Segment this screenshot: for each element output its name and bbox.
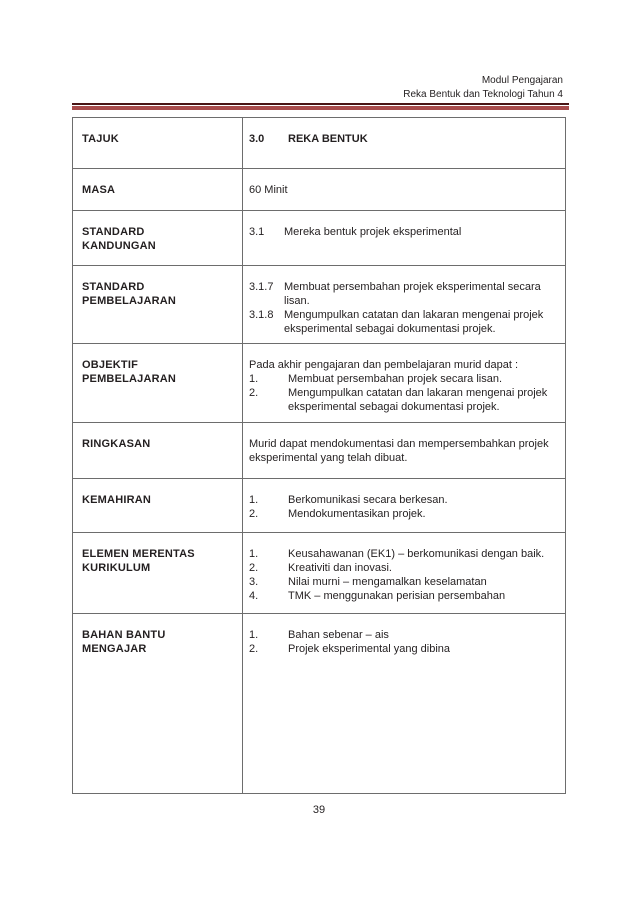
label-tajuk: TAJUK	[73, 118, 243, 169]
label-line: PEMBELAJARAN	[82, 295, 177, 307]
list-item	[249, 628, 559, 642]
masa-value: 60 Minit	[243, 169, 566, 211]
row-masa	[73, 169, 566, 211]
list-item	[249, 372, 559, 386]
label-line: KURIKULUM	[82, 562, 151, 574]
label-standard-pembelajaran	[73, 266, 243, 344]
row-tajuk	[73, 118, 566, 169]
label-line: KANDUNGAN	[82, 240, 156, 252]
item-text: Mengumpulkan catatan dan lakaran mengenai projek eksperimental sebagai dokumentasi projek.	[284, 309, 544, 335]
item-number: 3.	[249, 576, 259, 588]
header-rule-dark	[72, 103, 569, 105]
standard-kandungan-list	[249, 225, 559, 239]
label-line: STANDARD	[82, 226, 145, 238]
page-header	[403, 74, 563, 102]
list-item	[249, 642, 559, 656]
label-line: STANDARD	[82, 281, 145, 293]
list-item	[249, 547, 559, 561]
header-rule-light	[72, 106, 569, 110]
item-number: 1.	[249, 373, 259, 385]
row-kemahiran	[73, 479, 566, 533]
list-item	[249, 386, 559, 414]
label-line: BAHAN BANTU	[82, 629, 166, 641]
page-number: 39	[312, 804, 326, 816]
ringkasan-text: Murid dapat mendokumentasi dan mempersembahkan projek eksperimental yang telah dibuat.	[243, 423, 566, 479]
item-number: 3.1	[249, 226, 265, 238]
item-number: 3.1.8	[249, 309, 274, 321]
row-bahan-bantu-mengajar	[73, 614, 566, 794]
label-ringkasan: RINGKASAN	[73, 423, 243, 479]
item-text: TMK – menggunakan perisian persembahan	[288, 590, 506, 602]
row-ringkasan	[73, 423, 566, 479]
item-text: Kreativiti dan inovasi.	[288, 562, 392, 574]
label-line: MENGAJAR	[82, 643, 147, 655]
list-item	[249, 493, 559, 507]
label-line: ELEMEN MERENTAS	[82, 548, 195, 560]
bahan-list	[249, 628, 559, 656]
label-bahan-bantu-mengajar	[73, 614, 243, 794]
item-text: Mengumpulkan catatan dan lakaran mengenai projek eksperimental sebagai dokumentasi projek.	[288, 387, 548, 413]
item-number: 3.1.7	[249, 281, 274, 293]
list-item	[249, 589, 559, 603]
item-number: 2.	[249, 508, 259, 520]
item-number: 1.	[249, 494, 259, 506]
item-number: 2.	[249, 643, 259, 655]
header-module-title: Modul Pengajaran	[481, 75, 563, 86]
item-number: 2.	[249, 387, 259, 399]
lesson-plan-table	[72, 117, 566, 794]
item-number: 1.	[249, 548, 259, 560]
header-subject-title: Reka Bentuk dan Teknologi Tahun 4	[403, 89, 563, 100]
item-text: Nilai murni – mengamalkan keselamatan	[288, 576, 487, 588]
item-text: Mendokumentasikan projek.	[288, 508, 426, 520]
row-objektif	[73, 344, 566, 423]
item-text: Mereka bentuk projek eksperimental	[284, 226, 462, 238]
label-standard-kandungan	[73, 211, 243, 266]
row-standard-kandungan	[73, 211, 566, 266]
label-masa: MASA	[73, 169, 243, 211]
label-objektif	[73, 344, 243, 423]
label-line: PEMBELAJARAN	[82, 373, 177, 385]
item-text: Membuat persembahan projek eksperimental secara lisan.	[284, 281, 541, 307]
item-text: Berkomunikasi secara berkesan.	[288, 494, 448, 506]
label-line: OBJEKTIF	[82, 359, 138, 371]
elemen-list	[249, 547, 559, 603]
list-item	[249, 575, 559, 589]
item-number: 2.	[249, 562, 259, 574]
topic-text: REKA BENTUK	[288, 133, 368, 145]
row-standard-pembelajaran	[73, 266, 566, 344]
list-item	[249, 225, 559, 239]
objektif-intro: Pada akhir pengajaran dan pembelajaran murid dapat :	[249, 359, 519, 371]
label-elemen-merentas-kurikulum	[73, 533, 243, 614]
label-kemahiran: KEMAHIRAN	[73, 479, 243, 533]
item-text: Keusahawanan (EK1) – berkomunikasi dengan baik.	[288, 548, 545, 560]
item-number: 1.	[249, 629, 259, 641]
item-text: Projek eksperimental yang dibina	[288, 643, 451, 655]
item-text: Membuat persembahan projek secara lisan.	[288, 373, 503, 385]
topic-title	[249, 132, 559, 146]
list-item	[249, 280, 559, 308]
standard-pembelajaran-list	[249, 280, 559, 336]
item-number: 4.	[249, 590, 259, 602]
kemahiran-list	[249, 493, 559, 521]
objektif-list	[249, 372, 559, 414]
list-item	[249, 308, 559, 336]
list-item	[249, 561, 559, 575]
topic-number: 3.0	[249, 133, 265, 145]
list-item	[249, 507, 559, 521]
item-text: Bahan sebenar – ais	[288, 629, 389, 641]
row-elemen-merentas-kurikulum	[73, 533, 566, 614]
